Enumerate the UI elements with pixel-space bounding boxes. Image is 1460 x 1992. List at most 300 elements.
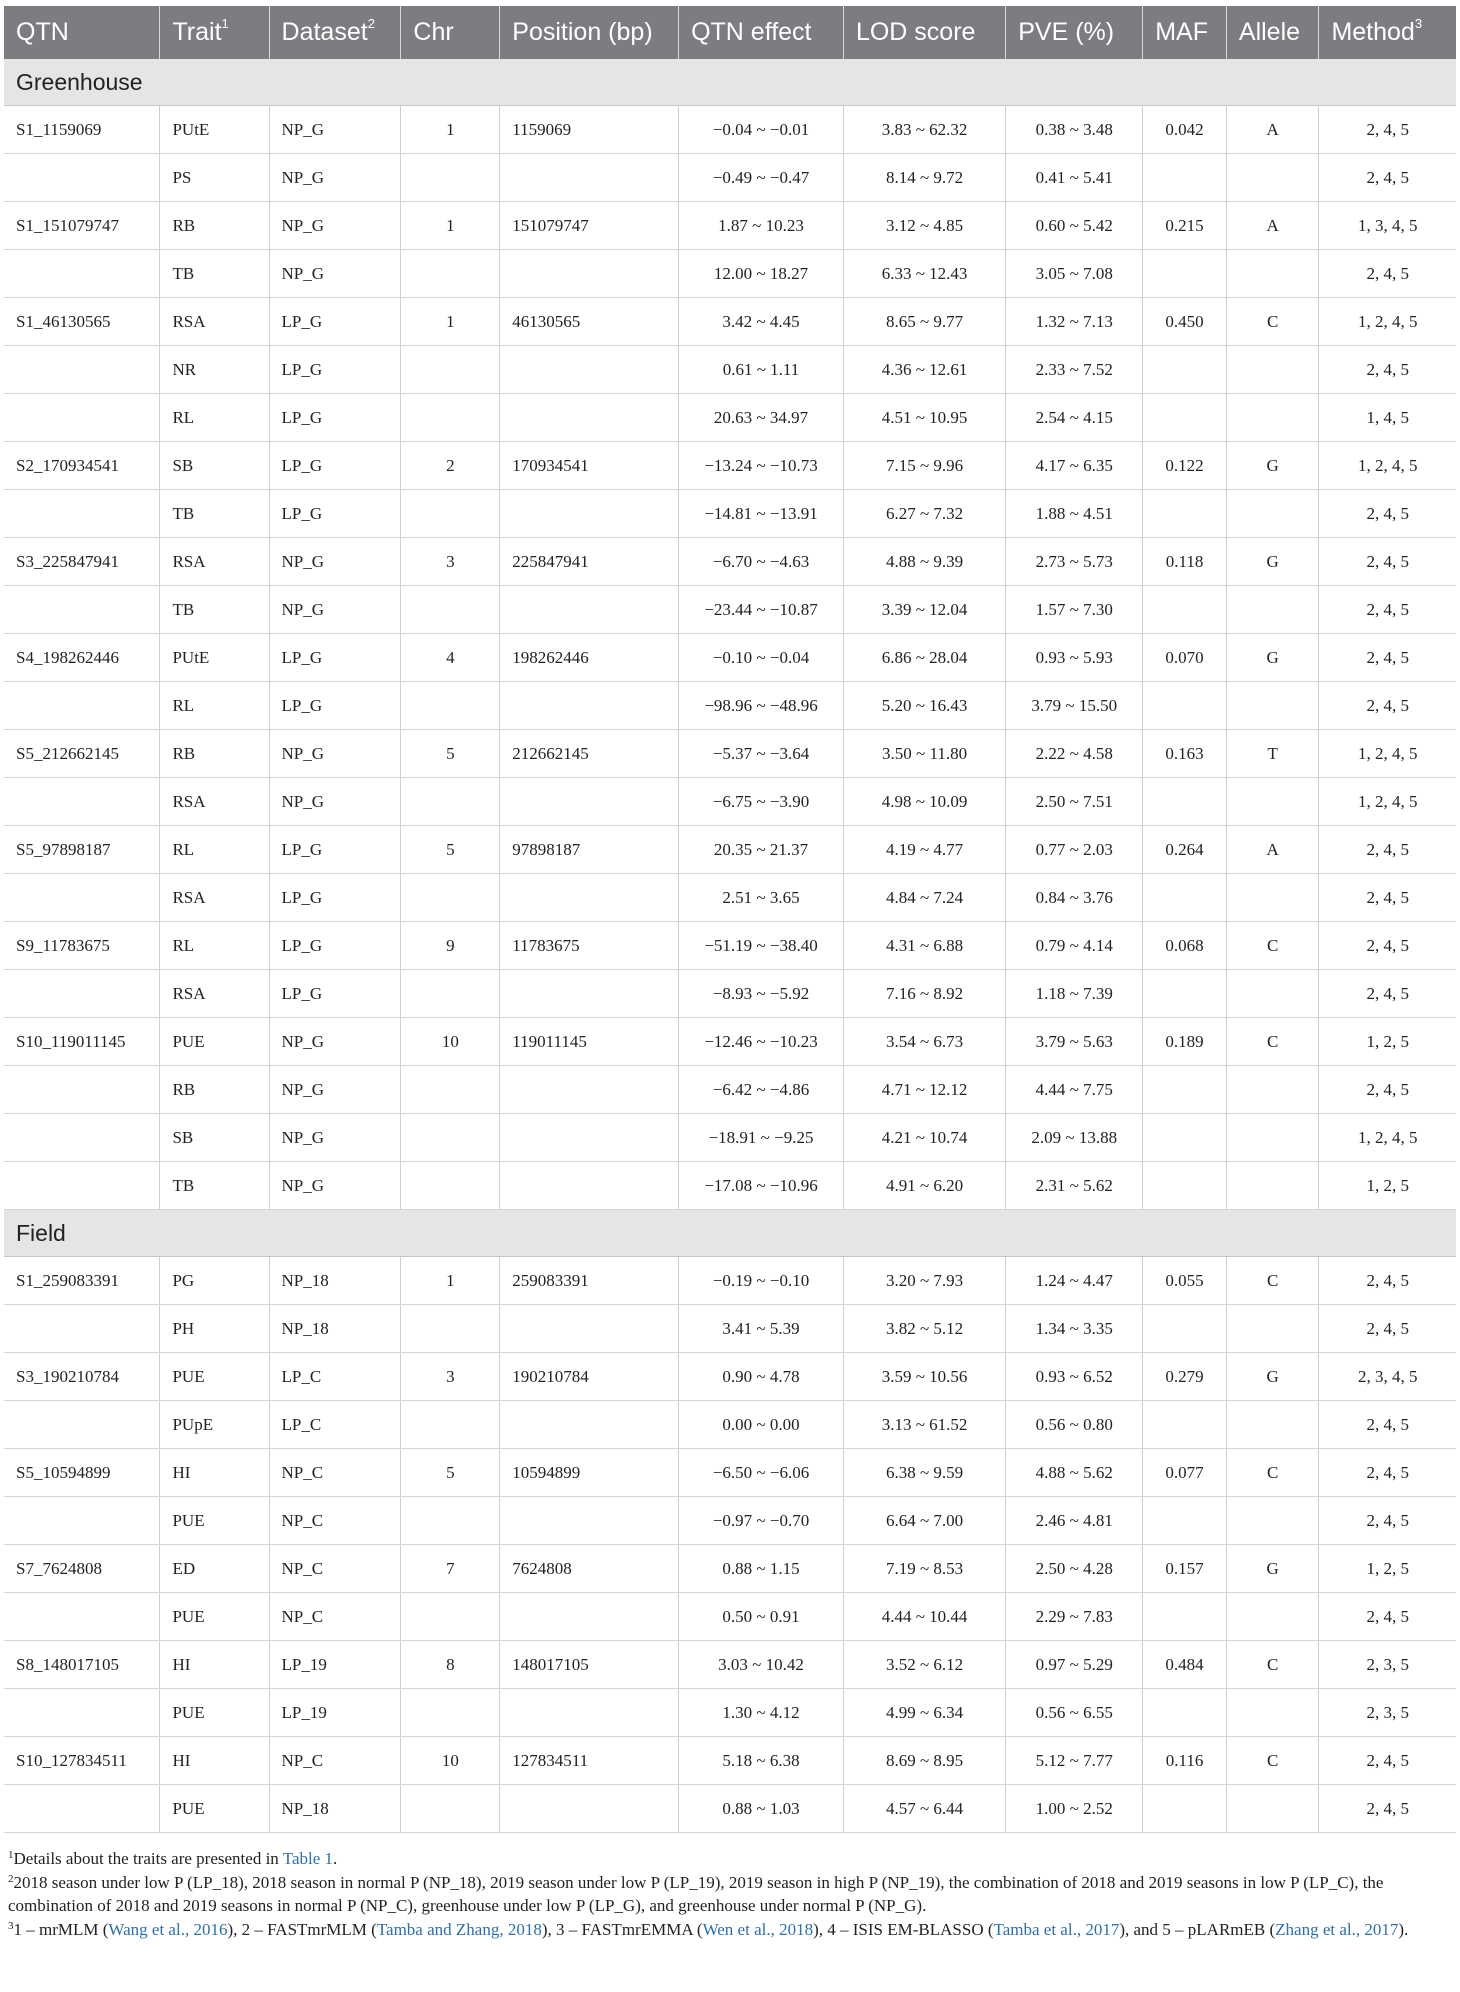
cell-method: 2, 4, 5 <box>1319 1305 1456 1353</box>
cell-chr <box>401 1785 500 1833</box>
cell-chr: 5 <box>401 1449 500 1497</box>
cell-lod: 7.15 ~ 9.96 <box>843 442 1005 490</box>
cell-trait: RSA <box>160 778 269 826</box>
cell-qtn <box>4 394 160 442</box>
cell-lod: 4.44 ~ 10.44 <box>843 1593 1005 1641</box>
footnote <box>8 1918 1454 1941</box>
cell-pve: 2.09 ~ 13.88 <box>1006 1114 1143 1162</box>
cell-pve: 0.97 ~ 5.29 <box>1006 1641 1143 1689</box>
cell-method: 2, 4, 5 <box>1319 154 1456 202</box>
cell-effect: −8.93 ~ −5.92 <box>679 970 844 1018</box>
cell-lod: 7.19 ~ 8.53 <box>843 1545 1005 1593</box>
cell-method: 2, 4, 5 <box>1319 1737 1456 1785</box>
cell-method: 2, 4, 5 <box>1319 1449 1456 1497</box>
footnote <box>8 1871 1454 1917</box>
cell-qtn: S5_10594899 <box>4 1449 160 1497</box>
cell-dataset: NP_G <box>269 1018 401 1066</box>
table-row <box>4 970 1456 1018</box>
cell-effect: −6.70 ~ −4.63 <box>679 538 844 586</box>
cell-position <box>500 1497 679 1545</box>
cell-method: 2, 4, 5 <box>1319 490 1456 538</box>
cell-lod: 3.83 ~ 62.32 <box>843 106 1005 154</box>
cell-trait: TB <box>160 586 269 634</box>
cell-chr: 1 <box>401 1257 500 1305</box>
section-label: Field <box>4 1210 1456 1257</box>
cell-maf <box>1143 250 1227 298</box>
footnote-marker: 2 <box>367 16 375 31</box>
cell-effect: 1.87 ~ 10.23 <box>679 202 844 250</box>
citation-link[interactable]: Wen et al., 2018 <box>702 1920 814 1939</box>
cell-pve: 1.32 ~ 7.13 <box>1006 298 1143 346</box>
cell-chr <box>401 1689 500 1737</box>
cell-qtn: S3_225847941 <box>4 538 160 586</box>
column-header-label: PVE (%) <box>1018 18 1115 46</box>
cell-maf <box>1143 970 1227 1018</box>
cell-pve: 0.56 ~ 6.55 <box>1006 1689 1143 1737</box>
cell-maf: 0.450 <box>1143 298 1227 346</box>
cell-method: 2, 4, 5 <box>1319 1785 1456 1833</box>
column-header-label: Trait <box>172 18 222 46</box>
table-row <box>4 538 1456 586</box>
cell-method: 1, 4, 5 <box>1319 394 1456 442</box>
cell-dataset: NP_G <box>269 250 401 298</box>
cell-maf <box>1143 1305 1227 1353</box>
column-header <box>843 6 1005 59</box>
cell-method: 1, 3, 4, 5 <box>1319 202 1456 250</box>
cell-maf: 0.279 <box>1143 1353 1227 1401</box>
cell-effect: 0.50 ~ 0.91 <box>679 1593 844 1641</box>
cell-trait: PUE <box>160 1018 269 1066</box>
table-row <box>4 1066 1456 1114</box>
cell-maf: 0.042 <box>1143 106 1227 154</box>
cell-effect: −0.97 ~ −0.70 <box>679 1497 844 1545</box>
cell-dataset: NP_G <box>269 106 401 154</box>
cell-allele <box>1226 1401 1319 1449</box>
cell-trait: RSA <box>160 970 269 1018</box>
table-row <box>4 730 1456 778</box>
cell-position <box>500 1162 679 1210</box>
table-row <box>4 1305 1456 1353</box>
cell-trait: RL <box>160 826 269 874</box>
cell-pve: 1.57 ~ 7.30 <box>1006 586 1143 634</box>
cell-trait: SB <box>160 442 269 490</box>
cell-effect: −51.19 ~ −38.40 <box>679 922 844 970</box>
cell-maf <box>1143 1401 1227 1449</box>
cell-maf <box>1143 1114 1227 1162</box>
cell-effect: 0.00 ~ 0.00 <box>679 1401 844 1449</box>
cell-chr <box>401 346 500 394</box>
cell-effect: 20.35 ~ 21.37 <box>679 826 844 874</box>
cell-position <box>500 778 679 826</box>
cell-allele <box>1226 1593 1319 1641</box>
cell-lod: 3.39 ~ 12.04 <box>843 586 1005 634</box>
cell-position <box>500 1785 679 1833</box>
cell-effect: 3.41 ~ 5.39 <box>679 1305 844 1353</box>
column-header-label: Position (bp) <box>512 18 653 46</box>
cell-trait: HI <box>160 1641 269 1689</box>
cell-trait: RL <box>160 682 269 730</box>
cell-effect: −5.37 ~ −3.64 <box>679 730 844 778</box>
table-row <box>4 442 1456 490</box>
cell-pve: 2.33 ~ 7.52 <box>1006 346 1143 394</box>
cell-qtn: S10_119011145 <box>4 1018 160 1066</box>
cell-pve: 0.79 ~ 4.14 <box>1006 922 1143 970</box>
cell-chr: 4 <box>401 634 500 682</box>
cell-pve: 2.54 ~ 4.15 <box>1006 394 1143 442</box>
cell-trait: TB <box>160 250 269 298</box>
cell-chr <box>401 778 500 826</box>
cell-position <box>500 682 679 730</box>
cell-allele <box>1226 682 1319 730</box>
cell-qtn <box>4 586 160 634</box>
cell-qtn: S1_259083391 <box>4 1257 160 1305</box>
table-row <box>4 250 1456 298</box>
cell-pve: 2.50 ~ 7.51 <box>1006 778 1143 826</box>
cell-allele <box>1226 1114 1319 1162</box>
cell-lod: 3.13 ~ 61.52 <box>843 1401 1005 1449</box>
cell-qtn <box>4 1689 160 1737</box>
cell-allele: G <box>1226 634 1319 682</box>
cell-position <box>500 1305 679 1353</box>
cell-dataset: LP_G <box>269 634 401 682</box>
table-row <box>4 1018 1456 1066</box>
cell-chr: 1 <box>401 202 500 250</box>
cell-trait: RSA <box>160 298 269 346</box>
cell-allele: C <box>1226 1018 1319 1066</box>
cell-dataset: LP_G <box>269 826 401 874</box>
cell-chr <box>401 682 500 730</box>
cell-maf <box>1143 1162 1227 1210</box>
cell-qtn <box>4 1785 160 1833</box>
cell-lod: 4.19 ~ 4.77 <box>843 826 1005 874</box>
column-header <box>500 6 679 59</box>
cell-allele <box>1226 154 1319 202</box>
cell-lod: 8.69 ~ 8.95 <box>843 1737 1005 1785</box>
cell-method: 1, 2, 4, 5 <box>1319 730 1456 778</box>
cell-pve: 0.84 ~ 3.76 <box>1006 874 1143 922</box>
table-row <box>4 1449 1456 1497</box>
table-row <box>4 682 1456 730</box>
cell-lod: 4.36 ~ 12.61 <box>843 346 1005 394</box>
table-row <box>4 202 1456 250</box>
cell-maf: 0.264 <box>1143 826 1227 874</box>
cell-dataset: NP_G <box>269 1162 401 1210</box>
cell-allele: G <box>1226 538 1319 586</box>
cell-allele <box>1226 250 1319 298</box>
footnote-text: 2018 season under low P (LP_18), 2018 season in normal P (NP_18), 2019 season under low P (LP_19), 2019 season in high P (NP_19), the combination of 2018 and 2019 seasons in low P (LP_C), the combination of 2018 and 2019 seasons in normal P (NP_C), greenhouse under low P (LP_G), and greenhouse under normal P (NP_G). <box>8 1873 1384 1915</box>
column-header <box>1143 6 1227 59</box>
cell-maf <box>1143 1785 1227 1833</box>
cell-effect: 2.51 ~ 3.65 <box>679 874 844 922</box>
cell-lod: 6.27 ~ 7.32 <box>843 490 1005 538</box>
cell-pve: 2.22 ~ 4.58 <box>1006 730 1143 778</box>
cell-trait: ED <box>160 1545 269 1593</box>
cell-dataset: LP_G <box>269 874 401 922</box>
table-row <box>4 874 1456 922</box>
cell-pve: 4.17 ~ 6.35 <box>1006 442 1143 490</box>
cell-effect: −6.75 ~ −3.90 <box>679 778 844 826</box>
cell-dataset: LP_G <box>269 970 401 1018</box>
section-row <box>4 1210 1456 1257</box>
cell-maf <box>1143 394 1227 442</box>
column-header <box>160 6 269 59</box>
cell-qtn: S7_7624808 <box>4 1545 160 1593</box>
cell-lod: 4.31 ~ 6.88 <box>843 922 1005 970</box>
cell-position: 212662145 <box>500 730 679 778</box>
table-row <box>4 586 1456 634</box>
cell-lod: 4.99 ~ 6.34 <box>843 1689 1005 1737</box>
cell-allele: C <box>1226 298 1319 346</box>
cell-allele: C <box>1226 1737 1319 1785</box>
cell-chr <box>401 1497 500 1545</box>
cell-allele: G <box>1226 442 1319 490</box>
cell-pve: 3.79 ~ 15.50 <box>1006 682 1143 730</box>
cell-trait: RL <box>160 922 269 970</box>
cell-qtn <box>4 874 160 922</box>
cell-effect: 1.30 ~ 4.12 <box>679 1689 844 1737</box>
cell-qtn <box>4 1497 160 1545</box>
cell-position: 1159069 <box>500 106 679 154</box>
cell-trait: RSA <box>160 538 269 586</box>
cell-lod: 5.20 ~ 16.43 <box>843 682 1005 730</box>
cell-allele: A <box>1226 106 1319 154</box>
cell-chr <box>401 1593 500 1641</box>
cell-pve: 4.44 ~ 7.75 <box>1006 1066 1143 1114</box>
cell-pve: 4.88 ~ 5.62 <box>1006 1449 1143 1497</box>
cell-method: 2, 4, 5 <box>1319 586 1456 634</box>
cell-maf: 0.055 <box>1143 1257 1227 1305</box>
cell-effect: 5.18 ~ 6.38 <box>679 1737 844 1785</box>
cell-qtn: S1_46130565 <box>4 298 160 346</box>
cell-qtn <box>4 490 160 538</box>
cell-position: 190210784 <box>500 1353 679 1401</box>
cell-effect: −98.96 ~ −48.96 <box>679 682 844 730</box>
cell-chr: 5 <box>401 730 500 778</box>
cell-trait: PG <box>160 1257 269 1305</box>
citation-link[interactable]: Table 1 <box>282 1849 334 1868</box>
column-header-label: QTN <box>16 18 69 46</box>
column-header <box>1006 6 1143 59</box>
cell-effect: 0.88 ~ 1.15 <box>679 1545 844 1593</box>
cell-dataset: NP_C <box>269 1497 401 1545</box>
cell-trait: PUE <box>160 1353 269 1401</box>
cell-allele: G <box>1226 1353 1319 1401</box>
cell-dataset: NP_G <box>269 586 401 634</box>
cell-position: 127834511 <box>500 1737 679 1785</box>
column-header-label: MAF <box>1155 18 1208 46</box>
table-row <box>4 1162 1456 1210</box>
cell-trait: SB <box>160 1114 269 1162</box>
cell-pve: 2.31 ~ 5.62 <box>1006 1162 1143 1210</box>
cell-position: 119011145 <box>500 1018 679 1066</box>
cell-position <box>500 1401 679 1449</box>
table-body <box>4 59 1456 1833</box>
cell-chr <box>401 154 500 202</box>
cell-effect: −12.46 ~ −10.23 <box>679 1018 844 1066</box>
cell-pve: 1.18 ~ 7.39 <box>1006 970 1143 1018</box>
citation-link[interactable]: Tamba and Zhang, 2018 <box>376 1920 542 1939</box>
cell-lod: 4.51 ~ 10.95 <box>843 394 1005 442</box>
cell-position <box>500 970 679 1018</box>
cell-dataset: LP_19 <box>269 1641 401 1689</box>
cell-allele: C <box>1226 1257 1319 1305</box>
cell-qtn: S3_190210784 <box>4 1353 160 1401</box>
cell-maf: 0.122 <box>1143 442 1227 490</box>
cell-pve: 0.56 ~ 0.80 <box>1006 1401 1143 1449</box>
table-row <box>4 1401 1456 1449</box>
cell-chr <box>401 970 500 1018</box>
section-label: Greenhouse <box>4 59 1456 106</box>
cell-trait: RB <box>160 730 269 778</box>
cell-method: 2, 4, 5 <box>1319 1593 1456 1641</box>
cell-qtn: S2_170934541 <box>4 442 160 490</box>
cell-dataset: LP_C <box>269 1353 401 1401</box>
cell-lod: 3.20 ~ 7.93 <box>843 1257 1005 1305</box>
cell-pve: 5.12 ~ 7.77 <box>1006 1737 1143 1785</box>
cell-qtn <box>4 154 160 202</box>
cell-dataset: LP_G <box>269 298 401 346</box>
cell-pve: 2.50 ~ 4.28 <box>1006 1545 1143 1593</box>
column-header-label: QTN effect <box>691 18 812 46</box>
cell-chr <box>401 1114 500 1162</box>
cell-dataset: LP_G <box>269 346 401 394</box>
cell-chr <box>401 250 500 298</box>
cell-method: 2, 3, 5 <box>1319 1641 1456 1689</box>
cell-position <box>500 490 679 538</box>
cell-method: 1, 2, 4, 5 <box>1319 298 1456 346</box>
cell-method: 2, 4, 5 <box>1319 682 1456 730</box>
cell-method: 2, 4, 5 <box>1319 874 1456 922</box>
table-row <box>4 1641 1456 1689</box>
cell-qtn: S10_127834511 <box>4 1737 160 1785</box>
cell-chr: 2 <box>401 442 500 490</box>
table-row <box>4 106 1456 154</box>
cell-position <box>500 1689 679 1737</box>
cell-allele <box>1226 874 1319 922</box>
cell-maf: 0.157 <box>1143 1545 1227 1593</box>
cell-maf: 0.189 <box>1143 1018 1227 1066</box>
citation-link[interactable]: Zhang et al., 2017 <box>1275 1920 1399 1939</box>
cell-qtn <box>4 1162 160 1210</box>
table-row <box>4 1545 1456 1593</box>
cell-effect: 0.90 ~ 4.78 <box>679 1353 844 1401</box>
cell-maf <box>1143 154 1227 202</box>
cell-method: 1, 2, 4, 5 <box>1319 1114 1456 1162</box>
cell-allele <box>1226 1689 1319 1737</box>
qtn-table <box>4 6 1456 1833</box>
cell-lod: 4.71 ~ 12.12 <box>843 1066 1005 1114</box>
table-row <box>4 1257 1456 1305</box>
cell-lod: 4.21 ~ 10.74 <box>843 1114 1005 1162</box>
footnote-text: 1 – mrMLM ( <box>13 1920 109 1939</box>
cell-dataset: LP_G <box>269 490 401 538</box>
cell-chr <box>401 1305 500 1353</box>
cell-maf: 0.118 <box>1143 538 1227 586</box>
cell-position: 97898187 <box>500 826 679 874</box>
cell-lod: 3.82 ~ 5.12 <box>843 1305 1005 1353</box>
cell-method: 1, 2, 4, 5 <box>1319 778 1456 826</box>
cell-maf <box>1143 586 1227 634</box>
table-row <box>4 1689 1456 1737</box>
table-header <box>4 6 1456 59</box>
cell-chr <box>401 394 500 442</box>
cell-method: 2, 4, 5 <box>1319 970 1456 1018</box>
cell-position: 259083391 <box>500 1257 679 1305</box>
cell-chr <box>401 1162 500 1210</box>
cell-trait: HI <box>160 1449 269 1497</box>
citation-link[interactable]: Wang et al., 2016 <box>108 1920 228 1939</box>
cell-qtn <box>4 250 160 298</box>
cell-pve: 0.77 ~ 2.03 <box>1006 826 1143 874</box>
cell-effect: 0.61 ~ 1.11 <box>679 346 844 394</box>
cell-qtn: S1_1159069 <box>4 106 160 154</box>
cell-allele: C <box>1226 1641 1319 1689</box>
cell-lod: 3.59 ~ 10.56 <box>843 1353 1005 1401</box>
cell-qtn <box>4 1593 160 1641</box>
citation-link[interactable]: Tamba et al., 2017 <box>993 1920 1120 1939</box>
cell-lod: 3.50 ~ 11.80 <box>843 730 1005 778</box>
cell-method: 1, 2, 5 <box>1319 1018 1456 1066</box>
cell-dataset: NP_18 <box>269 1785 401 1833</box>
cell-allele <box>1226 1066 1319 1114</box>
cell-method: 2, 4, 5 <box>1319 1497 1456 1545</box>
cell-lod: 6.38 ~ 9.59 <box>843 1449 1005 1497</box>
cell-dataset: NP_G <box>269 154 401 202</box>
cell-maf: 0.163 <box>1143 730 1227 778</box>
cell-trait: PS <box>160 154 269 202</box>
cell-position: 148017105 <box>500 1641 679 1689</box>
cell-lod: 6.33 ~ 12.43 <box>843 250 1005 298</box>
table-row <box>4 346 1456 394</box>
cell-lod: 7.16 ~ 8.92 <box>843 970 1005 1018</box>
cell-qtn <box>4 682 160 730</box>
cell-qtn: S5_212662145 <box>4 730 160 778</box>
cell-chr <box>401 1066 500 1114</box>
cell-position <box>500 586 679 634</box>
cell-trait: PUE <box>160 1497 269 1545</box>
table-row <box>4 1497 1456 1545</box>
cell-maf: 0.068 <box>1143 922 1227 970</box>
cell-allele <box>1226 490 1319 538</box>
table-row <box>4 298 1456 346</box>
cell-lod: 4.57 ~ 6.44 <box>843 1785 1005 1833</box>
cell-method: 2, 4, 5 <box>1319 826 1456 874</box>
footnote-marker: 2 <box>8 1873 14 1885</box>
cell-lod: 4.88 ~ 9.39 <box>843 538 1005 586</box>
cell-dataset: LP_C <box>269 1401 401 1449</box>
cell-allele <box>1226 1305 1319 1353</box>
cell-lod: 3.54 ~ 6.73 <box>843 1018 1005 1066</box>
cell-method: 1, 2, 5 <box>1319 1162 1456 1210</box>
cell-trait: PUtE <box>160 106 269 154</box>
cell-maf: 0.116 <box>1143 1737 1227 1785</box>
cell-maf: 0.070 <box>1143 634 1227 682</box>
cell-position: 151079747 <box>500 202 679 250</box>
cell-effect: 3.42 ~ 4.45 <box>679 298 844 346</box>
cell-position <box>500 874 679 922</box>
cell-dataset: NP_G <box>269 778 401 826</box>
cell-effect: 3.03 ~ 10.42 <box>679 1641 844 1689</box>
header-row <box>4 6 1456 59</box>
cell-allele <box>1226 778 1319 826</box>
cell-allele: A <box>1226 826 1319 874</box>
cell-trait: PUE <box>160 1785 269 1833</box>
cell-chr: 7 <box>401 1545 500 1593</box>
cell-allele: G <box>1226 1545 1319 1593</box>
cell-trait: PUtE <box>160 634 269 682</box>
cell-maf <box>1143 778 1227 826</box>
cell-position <box>500 1593 679 1641</box>
